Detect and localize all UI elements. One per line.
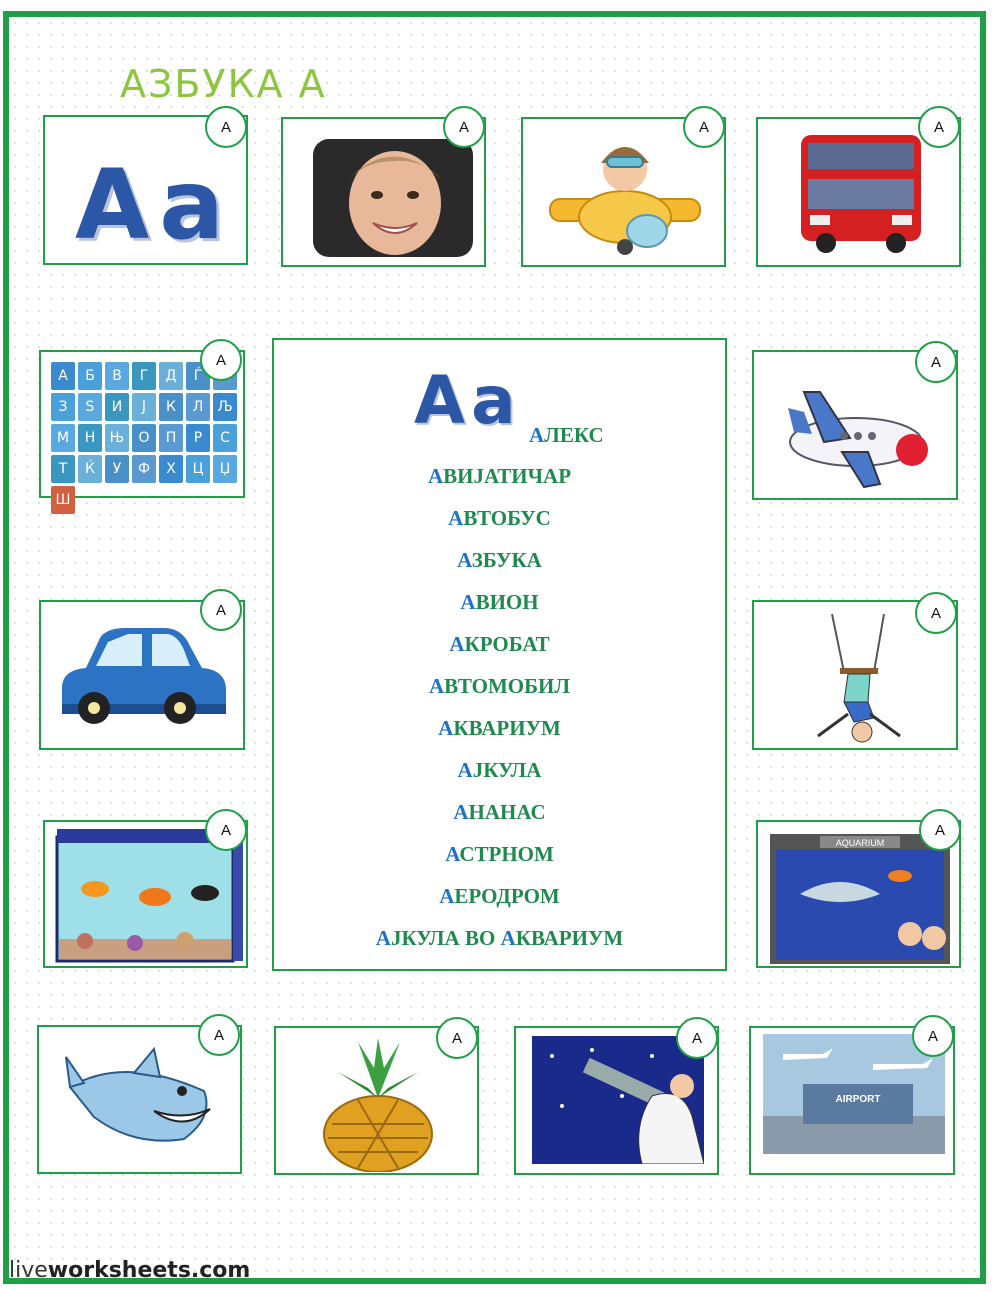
page-title: АЗБУКА А (120, 62, 327, 106)
airplane-image (784, 372, 934, 492)
word-rest: ВТОБУС (463, 506, 551, 530)
word-item (274, 632, 725, 657)
word-rest: ВИЈАТИЧАР (443, 464, 572, 488)
alphabet-tile: Т (51, 455, 75, 483)
alphabet-tile: Џ (213, 455, 237, 483)
word-rest: СТРНОМ (459, 842, 554, 866)
alphabet-tile: Х (159, 455, 183, 483)
word-rest: НАНАС (468, 800, 546, 824)
answer-badge[interactable]: А (915, 341, 957, 383)
center-letter-lower: a (471, 362, 522, 439)
word-item (274, 506, 725, 531)
word-rest: КВАРИУМ (453, 716, 561, 740)
word-rest: ЗБУКА (471, 548, 542, 572)
word-first-letter: А (457, 758, 473, 782)
answer-badge[interactable]: А (918, 106, 960, 148)
answer-badge[interactable]: А (443, 106, 485, 148)
logo-light-text: live (9, 1258, 48, 1283)
alphabet-tile: Ѕ (78, 393, 102, 421)
word-first-letter: А (500, 926, 516, 950)
word-rest: ЈКУЛА (472, 758, 542, 782)
answer-badge[interactable]: А (915, 592, 957, 634)
alphabet-tile: У (105, 455, 129, 483)
word-first-letter: А (429, 674, 445, 698)
alphabet-tile: Ш (51, 486, 75, 514)
word-first-letter: А (460, 590, 476, 614)
word-first-letter: А (449, 632, 465, 656)
alphabet-tile: Р (186, 424, 210, 452)
aquarium-shark-image (770, 834, 950, 964)
alphabet-tile: Њ (105, 424, 129, 452)
answer-badge[interactable]: А (205, 106, 247, 148)
answer-badge[interactable]: А (198, 1014, 240, 1056)
logo-bold-text: worksheets.com (47, 1258, 251, 1283)
alphabet-tile: Ќ (78, 455, 102, 483)
alphabet-tile: Г (132, 362, 156, 390)
liveworksheets-logo[interactable] (9, 1258, 250, 1283)
answer-badge[interactable]: А (436, 1017, 478, 1059)
word-item (529, 423, 604, 448)
word-item (274, 674, 725, 699)
alphabet-tile: Ѓ (186, 362, 210, 390)
alphabet-tile: Н (78, 424, 102, 452)
alphabet-tile: З (51, 393, 75, 421)
letter-aa-image (75, 149, 235, 261)
astronomer-image (532, 1036, 704, 1164)
alphabet-tile: М (51, 424, 75, 452)
acrobat-image (804, 610, 914, 746)
word-first-letter: А (375, 926, 391, 950)
alphabet-tile: Ј (132, 393, 156, 421)
answer-badge[interactable]: А (205, 809, 247, 851)
aviator-image (545, 129, 705, 259)
word-rest: ВИОН (475, 590, 539, 614)
word-rest: КРОБАТ (464, 632, 550, 656)
alphabet-tile: Б (78, 362, 102, 390)
word-first-letter: А (438, 716, 454, 740)
word-item-phrase (274, 926, 725, 951)
word-item (274, 548, 725, 573)
word-rest: КВАРИУМ (515, 926, 624, 950)
alphabet-tile: А (51, 362, 75, 390)
airport-image (763, 1034, 945, 1154)
word-first-letter: А (529, 423, 545, 447)
answer-badge[interactable]: А (200, 589, 242, 631)
shark-image (64, 1047, 224, 1157)
center-letter-heading (414, 362, 522, 439)
car-image (56, 624, 232, 728)
center-letter-upper: A (414, 362, 472, 439)
word-first-letter: А (457, 548, 472, 572)
alphabet-tile: С (213, 424, 237, 452)
alphabet-tile: Ф (132, 455, 156, 483)
word-rest: ЈКУЛА ВО (390, 926, 501, 950)
word-first-letter: А (448, 506, 464, 530)
aquarium-sign-text: AQUARIUM (835, 838, 885, 848)
letter-upper: A (75, 149, 160, 261)
word-first-letter: А (427, 464, 444, 488)
airport-sign-text: AIRPORT (835, 1094, 881, 1105)
alphabet-tile: П (159, 424, 183, 452)
answer-badge[interactable]: А (919, 809, 961, 851)
bus-image (796, 131, 926, 259)
alphabet-tile: Љ (213, 393, 237, 421)
word-rest: ВТОМОБИЛ (444, 674, 570, 698)
answer-badge[interactable]: А (200, 339, 242, 381)
alphabet-tile: О (132, 424, 156, 452)
word-list-panel (272, 338, 727, 971)
alphabet-tile: Ц (186, 455, 210, 483)
word-rest: ЕРОДРОМ (454, 884, 560, 908)
word-item (274, 464, 725, 489)
word-item (274, 758, 725, 783)
word-first-letter: А (445, 842, 460, 866)
word-first-letter: А (453, 800, 469, 824)
alphabet-tile: К (159, 393, 183, 421)
word-item (274, 800, 725, 825)
word-item (274, 590, 725, 615)
child-photo-image (313, 139, 473, 257)
word-item (274, 716, 725, 741)
word-item (274, 842, 725, 867)
alphabet-tile: В (105, 362, 129, 390)
word-item (274, 884, 725, 909)
word-first-letter: А (439, 884, 455, 908)
pineapple-image (318, 1038, 438, 1172)
alphabet-tile: Д (159, 362, 183, 390)
answer-badge[interactable]: А (683, 106, 725, 148)
alphabet-tile: Л (186, 393, 210, 421)
alphabet-image (51, 362, 241, 508)
word-rest: ЛЕКС (544, 423, 604, 447)
answer-badge[interactable]: А (912, 1015, 954, 1057)
alphabet-tile: И (105, 393, 129, 421)
answer-badge[interactable]: А (676, 1017, 718, 1059)
letter-lower: a (159, 149, 235, 261)
